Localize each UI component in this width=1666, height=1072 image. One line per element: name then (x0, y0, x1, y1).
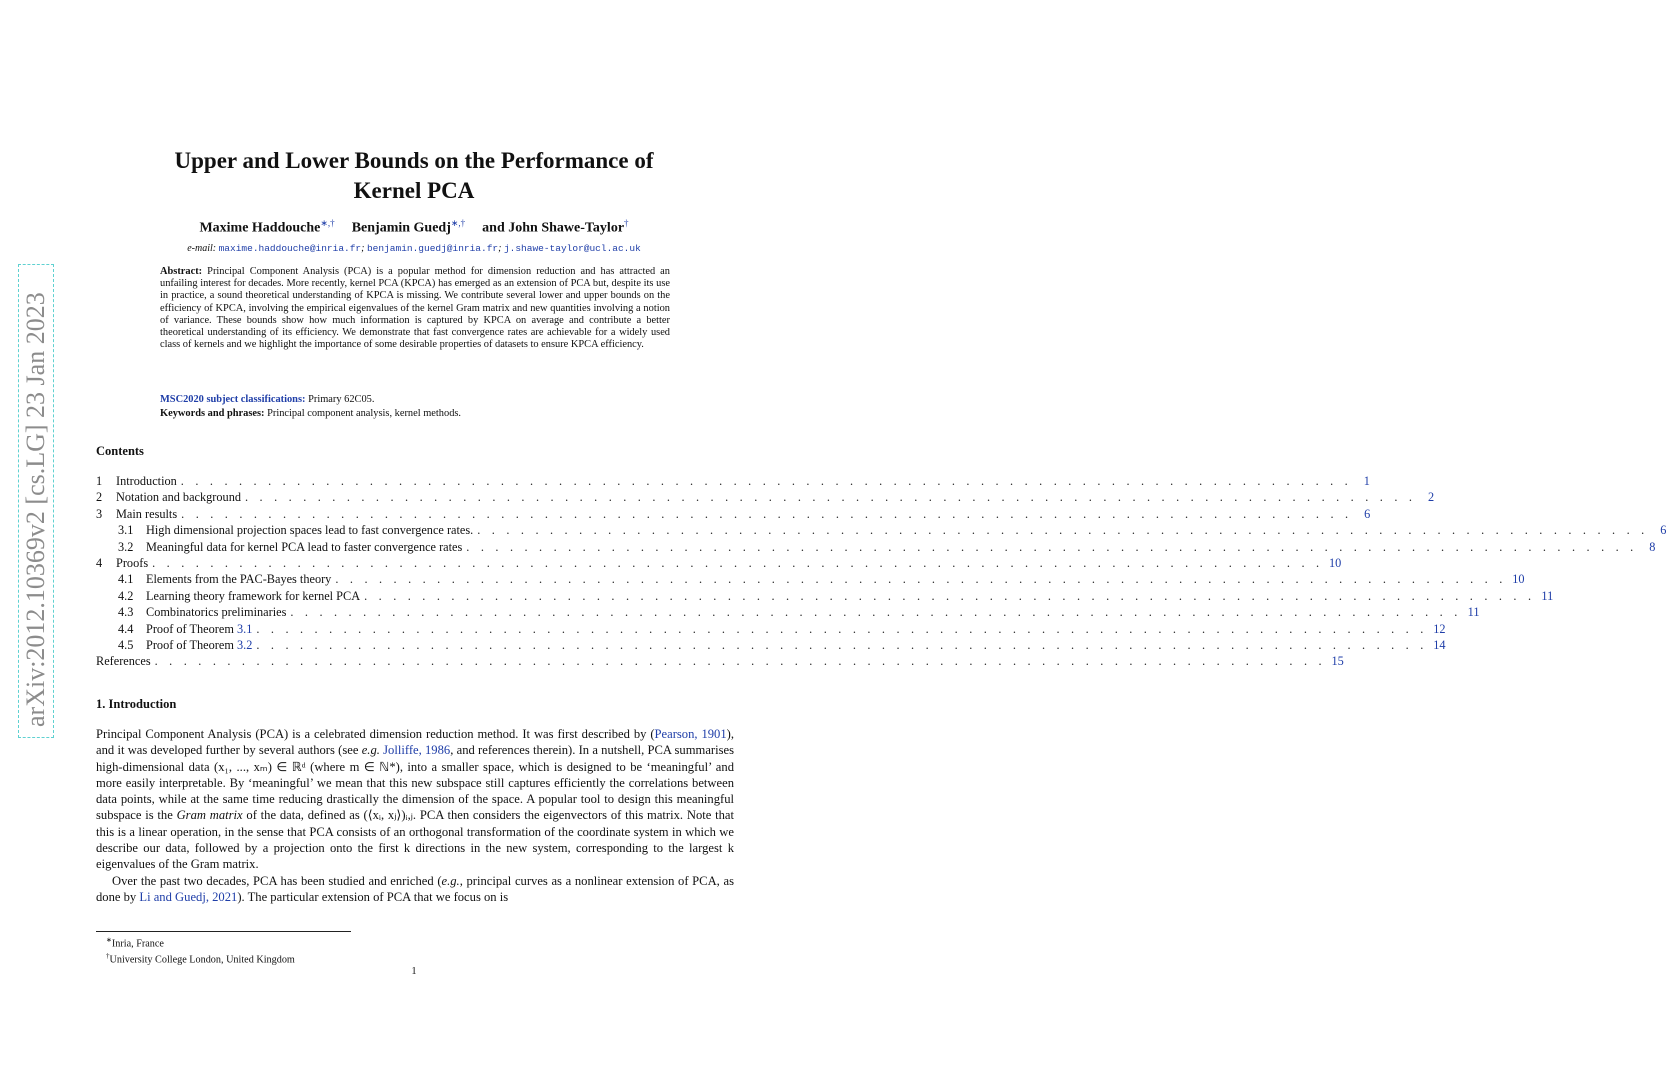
text-run: Over the past two decades, PCA has been studied and enriched ( (112, 873, 442, 888)
citation-link[interactable]: Li and Guedj, 2021 (139, 889, 238, 904)
toc-page-link[interactable]: 11 (1541, 588, 1554, 603)
toc-entry[interactable] (96, 539, 1656, 556)
toc-label: Combinatorics preliminaries (146, 605, 287, 620)
toc-entry[interactable] (96, 572, 1525, 588)
text-run: ). The particular extension of PCA that we focus on is (237, 889, 509, 904)
toc-label (146, 638, 252, 653)
contents-heading: Contents (96, 444, 144, 458)
toc-number: 4.5 (118, 637, 134, 652)
toc-entry[interactable] (96, 637, 1446, 654)
author-and: and (482, 220, 505, 236)
footnote-mark: † (106, 952, 110, 961)
paragraph (96, 726, 734, 873)
toc-number: 3.2 (118, 539, 134, 554)
toc-page-link[interactable]: 10 (1328, 555, 1342, 570)
footnote (106, 934, 295, 950)
toc-page-link[interactable]: 14 (1433, 637, 1446, 652)
footnote-rule (96, 931, 351, 932)
theorem-ref-link[interactable]: 3.1 (236, 621, 253, 636)
email-link[interactable]: maxime.haddouche@inria.fr (218, 243, 362, 254)
toc-label: Main results (116, 506, 178, 521)
toc-leader-dots: . . . . . . . . . . . . . . . . . . . . . . . . . . . . . . . . . . . . . . . . . . . . . . . . . . . . . . . . . . . . . . . . . . . . . . . . . . . . . . . . . (477, 523, 1649, 538)
toc-label: Proofs (116, 555, 149, 570)
abstract (160, 266, 670, 351)
toc-leader-dots: . . . . . . . . . . . . . . . . . . . . . . . . . . . . . . . . . . . . . . . . . . . . . . . . . . . . . . . . . . . . . . . . . . . . . . . . . . . . . . . . . (181, 506, 1353, 521)
toc-label: References (96, 654, 151, 669)
toc-leader-dots: . . . . . . . . . . . . . . . . . . . . . . . . . . . . . . . . . . . . . . . . . . . . . . . . . . . . . . . . . . . . . . . . . . . . . . . . . . . . . . . . . (466, 539, 1638, 554)
toc-leader-dots: . . . . . . . . . . . . . . . . . . . . . . . . . . . . . . . . . . . . . . . . . . . . . . . . . . . . . . . . . . . . . . . . . . . . . . . . . . . . . . . . . (154, 654, 1326, 669)
introduction-body (96, 726, 734, 905)
author-emails: e-mail: maxime.haddouche@inria.fr; benjamin.guedj@inria.fr; j.shawe-taylor@ucl.ac.uk (187, 243, 641, 254)
toc-leader-dots: . . . . . . . . . . . . . . . . . . . . . . . . . . . . . . . . . . . . . . . . . . . . . . . . . . . . . . . . . . . . . . . . . . . . . . . . . . . . . . . . . (364, 588, 1536, 603)
author-name: Maxime Haddouche (199, 220, 321, 236)
author-name: Benjamin Guedj (351, 220, 451, 236)
toc-entry[interactable] (96, 490, 1435, 506)
toc-entry[interactable] (96, 474, 1370, 490)
text-run-italic: Gram matrix (176, 808, 243, 823)
toc-number: 4.3 (118, 605, 134, 620)
toc-number: 4.1 (118, 572, 134, 587)
keywords (160, 408, 670, 419)
toc-page-link[interactable]: 8 (1649, 539, 1656, 554)
footnote-text: Inria, France (111, 938, 164, 950)
footnotes (106, 934, 295, 967)
paper-title (0, 146, 828, 206)
text-run-italic: e.g. (361, 743, 380, 758)
toc-number: 4 (96, 555, 103, 570)
footnote (106, 950, 295, 966)
toc-entry[interactable] (96, 523, 1666, 539)
arxiv-stamp: arXiv:2012.10369v2 [cs.LG] 23 Jan 2023 (18, 264, 54, 738)
title-line-2: Kernel PCA (353, 178, 475, 203)
toc-leader-dots: . . . . . . . . . . . . . . . . . . . . . . . . . . . . . . . . . . . . . . . . . . . . . . . . . . . . . . . . . . . . . . . . . . . . . . . . . . . . . . . . . (256, 637, 1428, 652)
text-run: ), and it was developed further by several authors (see (96, 727, 734, 758)
toc-label: Meaningful data for kernel PCA lead to faster convergence rates (146, 539, 463, 554)
citation-link[interactable]: Jolliffe, 1986 (383, 743, 451, 758)
author-affiliation-mark[interactable]: ∗,† (320, 218, 335, 228)
toc-entry[interactable] (96, 506, 1371, 523)
toc-leader-dots: . . . . . . . . . . . . . . . . . . . . . . . . . . . . . . . . . . . . . . . . . . . . . . . . . . . . . . . . . . . . . . . . . . . . . . . . . . . . . . . . . (290, 605, 1462, 620)
footnote-mark: ∗ (106, 936, 112, 944)
author-affiliation-mark[interactable]: † (624, 218, 629, 228)
email-link[interactable]: j.shawe-taylor@ucl.ac.uk (503, 243, 641, 254)
toc-page-link[interactable]: 15 (1331, 654, 1344, 669)
toc-entry[interactable] (96, 605, 1480, 621)
toc-number: 1 (96, 474, 103, 488)
page-number: 1 (411, 966, 417, 977)
toc-leader-dots: . . . . . . . . . . . . . . . . . . . . . . . . . . . . . . . . . . . . . . . . . . . . . . . . . . . . . . . . . . . . . . . . . . . . . . . . . . . . . . . . . (245, 490, 1417, 505)
theorem-ref-link[interactable]: 3.2 (236, 637, 253, 652)
toc-number: 3 (96, 506, 103, 521)
keywords-label: Keywords and phrases: (160, 408, 265, 419)
toc-label (146, 622, 252, 637)
title-line-1: Upper and Lower Bounds on the Performance of (174, 148, 654, 173)
msc-value: Primary 62C05. (308, 394, 375, 405)
toc-number: 4.4 (118, 621, 134, 636)
author-list (0, 218, 828, 237)
msc-label-link[interactable]: MSC2020 subject classifications: (160, 394, 306, 405)
author-name: John Shawe-Taylor (508, 220, 625, 236)
toc-number: 3.1 (118, 523, 134, 538)
toc-entry[interactable] (96, 654, 1344, 670)
toc-page-link[interactable]: 2 (1428, 490, 1435, 505)
citation-link[interactable]: Pearson, 1901 (654, 727, 727, 741)
abstract-label: Abstract: (160, 266, 203, 277)
toc-leader-dots: . . . . . . . . . . . . . . . . . . . . . . . . . . . . . . . . . . . . . . . . . . . . . . . . . . . . . . . . . . . . . . . . . . . . . . . . . . . . . . . . . (256, 621, 1428, 636)
toc-entry[interactable] (96, 621, 1446, 638)
toc-number: 2 (96, 490, 103, 505)
text-run: Principal Component Analysis (PCA) is a celebrated dimension reduction method. It was first described by ( (96, 727, 655, 741)
abstract-text: Principal Component Analysis (PCA) is a popular method for dimension reduction and has attracted an unfailing interest for decades. More recently, kernel PCA (KPCA) has emerged as an extension of PCA but, despite its use in practice, a sound theoretical understanding of KPCA is missing. We contribute several lower and upper bounds on the efficiency of KPCA, involving the empirical eigenvalues of the kernel Gram matrix and new quantities involving a notion of variance. These bounds show how much information is captured by KPCA on average and contribute a better theoretical understanding of its efficiency. We demonstrate that fast convergence rates are achievable for a widely used class of kernels and we highlight the importance of some desirable properties of datasets to ensure KPCA efficiency. (160, 266, 670, 351)
msc-classification (160, 394, 670, 405)
toc-entry[interactable] (96, 555, 1342, 572)
toc-label: Introduction (116, 474, 177, 488)
toc-number: 4.2 (118, 588, 134, 603)
email-label: e-mail: (187, 243, 217, 254)
section-heading-introduction: 1. Introduction (96, 697, 177, 711)
toc-page-link[interactable]: 1 (1363, 474, 1370, 488)
toc-page-link[interactable]: 6 (1660, 523, 1666, 538)
toc-page-link[interactable]: 12 (1433, 621, 1446, 636)
email-link[interactable]: benjamin.guedj@inria.fr (366, 243, 499, 254)
text-run: of the data, defined as (⟨xᵢ, xⱼ⟩)ᵢ,ⱼ. PCA then considers the eigenvectors of this matrix. Note that this is a linear operation, in the sense that PCA consists of an orthogonal transformation of the coordinate system in which we describe our data, followed by a projection onto the first k directions in the new system, corresponding to the largest k eigenvalues of the Gram matrix. (96, 808, 734, 872)
toc-leader-dots: . . . . . . . . . . . . . . . . . . . . . . . . . . . . . . . . . . . . . . . . . . . . . . . . . . . . . . . . . . . . . . . . . . . . . . . . . . . . . . . . . (180, 474, 1352, 488)
toc-label: High dimensional projection spaces lead to fast convergence rates. (146, 523, 474, 538)
toc-entry[interactable] (96, 588, 1554, 605)
toc-label-text: Proof of Theorem (146, 621, 237, 636)
paragraph (96, 873, 734, 906)
text-run-italic: e.g. (441, 873, 460, 888)
table-of-contents (96, 474, 1666, 671)
toc-page-link[interactable]: 6 (1364, 506, 1371, 521)
text-run: , principal curves as a nonlinear extension of PCA, as done by (96, 873, 734, 904)
toc-label-text: Proof of Theorem (146, 637, 237, 652)
footnote-text: University College London, United Kingdom (109, 954, 295, 966)
toc-label: Learning theory framework for kernel PCA (146, 588, 361, 603)
toc-page-link[interactable]: 11 (1467, 605, 1480, 620)
keywords-value: Principal component analysis, kernel methods. (267, 408, 462, 419)
toc-label: Notation and background (116, 490, 241, 505)
toc-label: Elements from the PAC-Bayes theory (146, 572, 332, 587)
author-affiliation-mark[interactable]: ∗,† (450, 218, 466, 228)
toc-leader-dots: . . . . . . . . . . . . . . . . . . . . . . . . . . . . . . . . . . . . . . . . . . . . . . . . . . . . . . . . . . . . . . . . . . . . . . . . . . . . . . . . . (152, 555, 1324, 570)
toc-page-link[interactable]: 10 (1512, 572, 1525, 587)
text-run: , and references therein). In a nutshell, PCA summarises high-dimensional data (x₁, ..., xₘ) ∈ ℝᵈ (where m ∈ ℕ*), into a smaller space, which is designed to be ‘meaningful’ and more easily interpretable. By ‘meaningful’ we mean that this new subspace still captures efficiently the correlations between data points, while at the same time reducing drastically the dimension of the space. A popular tool to design this meaningful subspace is the (96, 743, 734, 823)
toc-leader-dots: . . . . . . . . . . . . . . . . . . . . . . . . . . . . . . . . . . . . . . . . . . . . . . . . . . . . . . . . . . . . . . . . . . . . . . . . . . . . . . . . . (335, 572, 1507, 587)
